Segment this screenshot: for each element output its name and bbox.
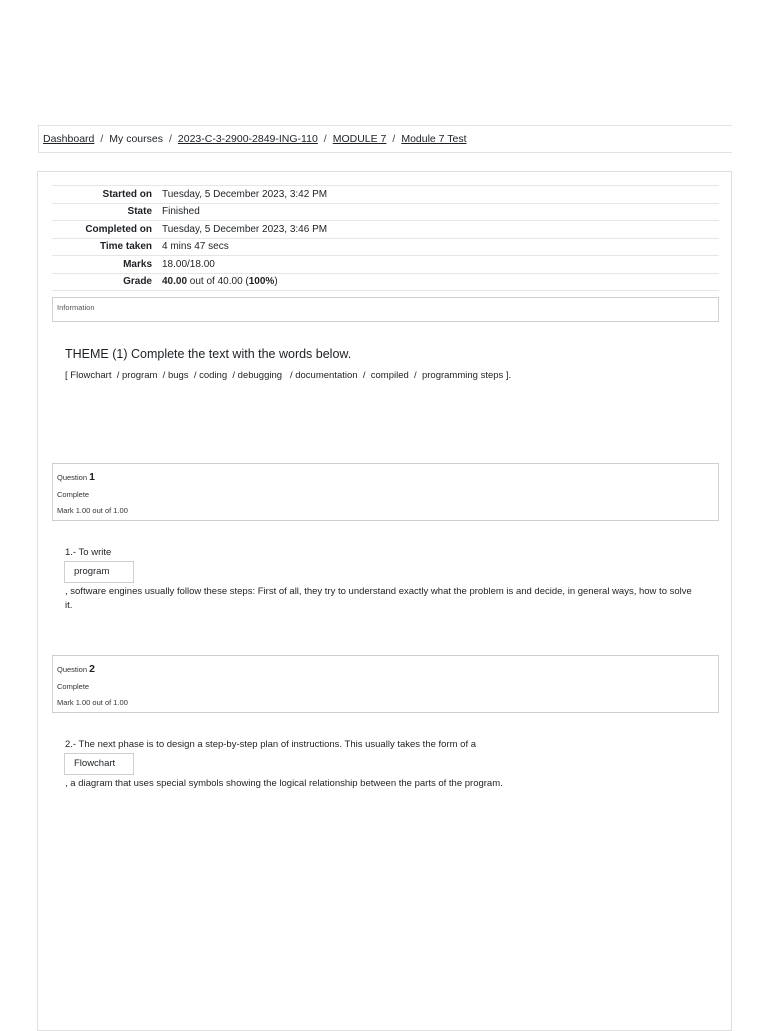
grade-score: 40.00 <box>162 276 188 288</box>
question-status: Complete <box>57 489 90 499</box>
breadcrumb-separator: / <box>392 133 396 145</box>
question-1-text <box>65 546 695 613</box>
summary-label: Grade <box>123 276 152 288</box>
question-1-info <box>52 463 719 521</box>
summary-value: Finished <box>162 206 200 218</box>
question-label: Question <box>57 473 88 482</box>
question-number: 2 <box>89 663 95 675</box>
summary-value: 4 mins 47 secs <box>162 241 229 253</box>
summary-value: 18.00/18.00 <box>162 258 215 270</box>
breadcrumb-course-link[interactable]: 2023-C-3-2900-2849-ING-110 <box>177 133 318 145</box>
breadcrumb-separator: / <box>323 133 327 145</box>
breadcrumb-module-link[interactable]: MODULE 7 <box>332 133 387 145</box>
question-heading <box>57 469 714 487</box>
grade-percent: 100% <box>248 276 275 288</box>
summary-value: Tuesday, 5 December 2023, 3:46 PM <box>162 223 328 235</box>
summary-row-time-taken <box>52 238 719 256</box>
question-2-info <box>52 655 719 713</box>
question-label: Question <box>57 665 88 674</box>
quiz-review-region <box>37 171 732 1031</box>
summary-row-marks <box>52 256 719 274</box>
information-box <box>52 297 719 322</box>
question-text-after: , a diagram that uses special symbols showing the logical relationship between the parts of the program. <box>65 778 503 789</box>
summary-label: Time taken <box>99 241 152 253</box>
summary-label: State <box>127 206 152 218</box>
question-2-text <box>65 738 705 791</box>
breadcrumb <box>38 125 732 153</box>
answer-field[interactable]: Flowchart <box>64 753 134 775</box>
summary-row-state <box>52 203 719 221</box>
summary-value <box>162 273 719 291</box>
question-text-after: , software engines usually follow these steps: First of all, they try to understand exactly what the problem is and decide, in general ways, how to solve it. <box>65 586 692 611</box>
breadcrumb-test-link[interactable]: Module 7 Test <box>401 133 467 145</box>
breadcrumb-my-courses: My courses <box>109 133 163 145</box>
question-number: 1 <box>89 471 95 483</box>
question-status: Complete <box>57 681 90 691</box>
theme-title: THEME (1) Complete the text with the words below. <box>65 347 352 361</box>
grade-close-paren: ) <box>274 276 278 288</box>
summary-label: Completed on <box>85 223 152 235</box>
question-mark: Mark 1.00 out of 1.00 <box>57 698 128 707</box>
information-label: Information <box>57 303 95 312</box>
breadcrumb-separator: / <box>168 133 172 145</box>
theme-word-bank: [ Flowchart / program / bugs / coding / debugging / documentation / compiled / programming steps ]. <box>65 370 512 381</box>
summary-value: Tuesday, 5 December 2023, 3:42 PM <box>162 188 328 200</box>
question-heading <box>57 661 714 679</box>
summary-row-started <box>52 186 719 204</box>
summary-row-completed <box>52 221 719 239</box>
question-text-before: 1.- To write <box>65 547 112 558</box>
breadcrumb-separator: / <box>100 133 104 145</box>
grade-out-of: out of 40.00 ( <box>187 276 249 288</box>
question-text-before: 2.- The next phase is to design a step-by-step plan of instructions. This usually takes the form of a <box>65 739 477 750</box>
breadcrumb-dashboard-link[interactable]: Dashboard <box>43 133 95 145</box>
attempt-summary-table <box>52 185 719 291</box>
summary-label: Started on <box>102 188 152 200</box>
answer-field[interactable]: program <box>64 561 134 583</box>
question-mark: Mark 1.00 out of 1.00 <box>57 506 128 515</box>
summary-label: Marks <box>123 258 152 270</box>
summary-row-grade <box>52 273 719 291</box>
